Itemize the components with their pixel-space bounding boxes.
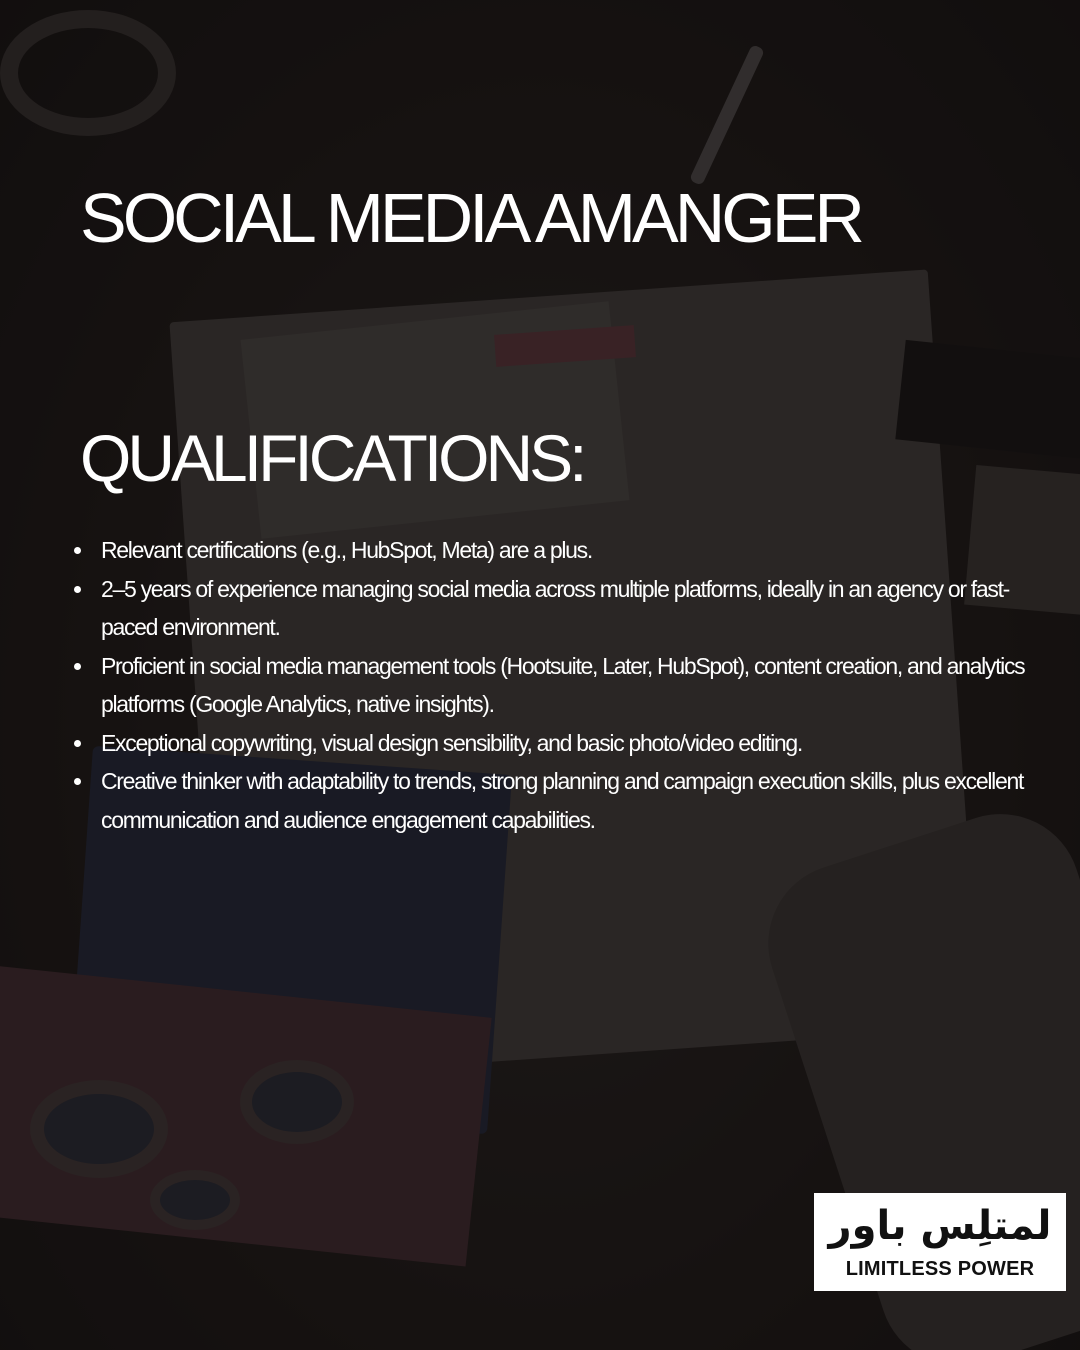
list-item-text: 2–5 years of experience managing social media across multiple platforms, ideally in an agency or fast-paced environment. bbox=[101, 575, 1010, 640]
logo-arabic-wordmark: لمتلِس باور bbox=[828, 1203, 1052, 1249]
qualifications-heading: QUALIFICATIONS: bbox=[80, 421, 584, 495]
list-item-text: Relevant certifications (e.g., HubSpot, Meta) are a plus. bbox=[101, 537, 592, 563]
list-item bbox=[80, 724, 1030, 763]
qualifications-list bbox=[80, 531, 1030, 839]
list-item bbox=[80, 570, 1030, 647]
bullet-icon bbox=[74, 663, 81, 670]
list-item-text: Creative thinker with adaptability to trends, strong planning and campaign execution skills, plus excellent communication and audience engagement capabilities. bbox=[101, 768, 1024, 833]
logo-wordmark: LIMITLESS POWER bbox=[845, 1258, 1035, 1280]
page-title: SOCIAL MEDIA AMANGER bbox=[80, 179, 861, 257]
list-item-text: Proficient in social media management tools (Hootsuite, Later, HubSpot), content creation, and analytics platforms (Google Analytics, native insights). bbox=[101, 652, 1025, 717]
list-item bbox=[80, 762, 1030, 839]
list-item bbox=[80, 531, 1030, 570]
bullet-icon bbox=[74, 778, 81, 785]
list-item-text: Exceptional copywriting, visual design sensibility, and basic photo/video editing. bbox=[101, 729, 802, 756]
bullet-icon bbox=[74, 740, 81, 747]
list-item bbox=[80, 647, 1030, 724]
bullet-icon bbox=[74, 586, 81, 593]
brand-logo bbox=[814, 1193, 1066, 1291]
bullet-icon bbox=[74, 547, 81, 554]
